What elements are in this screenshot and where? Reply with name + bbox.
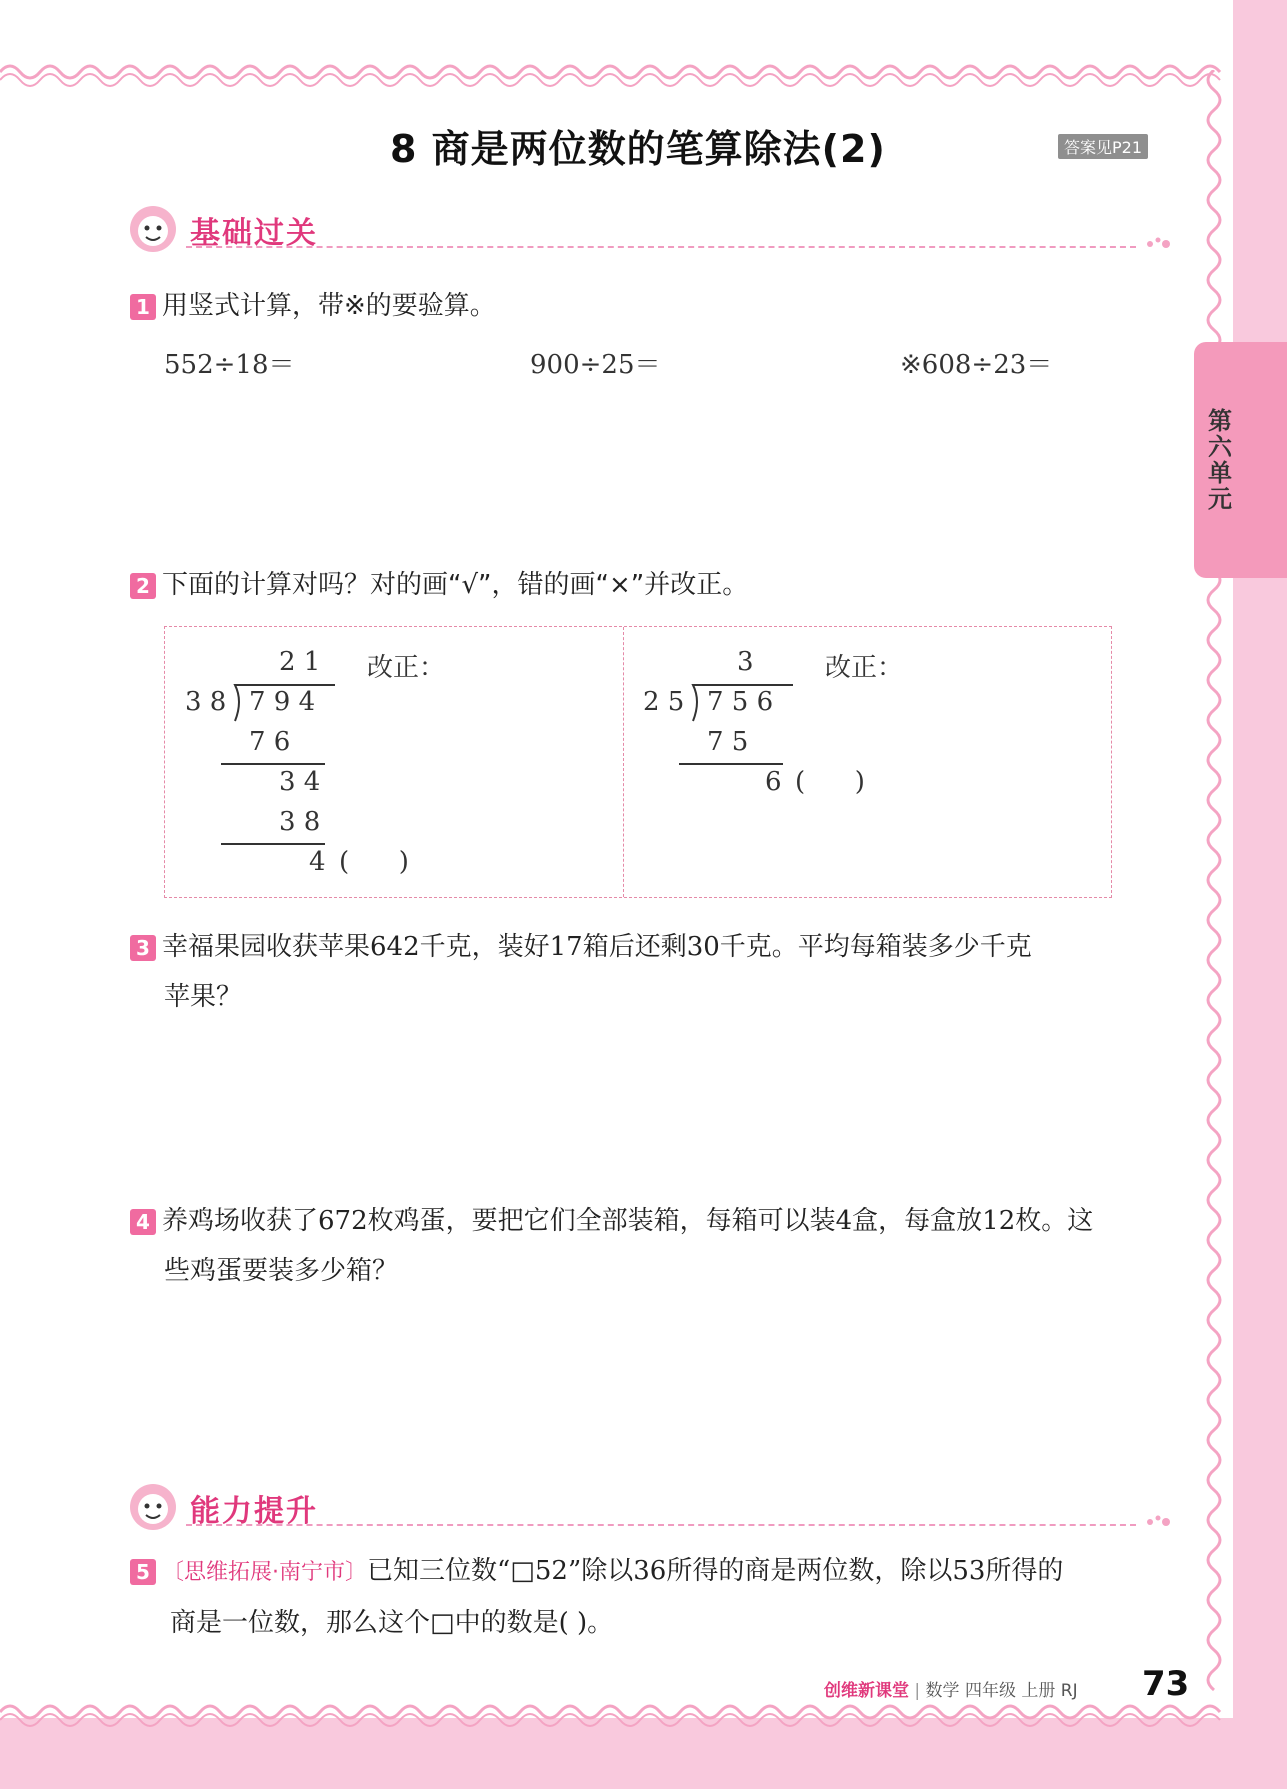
question-number: 2 bbox=[130, 573, 156, 599]
expression-2: 900÷25＝ bbox=[530, 350, 661, 380]
page-title: 8 商是两位数的笔算除法(2) bbox=[390, 127, 886, 171]
section-advanced-title: 能力提升 bbox=[190, 1494, 318, 1529]
left-dividend: 7 9 4 bbox=[249, 687, 316, 717]
right-answer-paren[interactable]: ( ) bbox=[795, 767, 865, 797]
section-divider bbox=[186, 1524, 1136, 1526]
section-divider bbox=[186, 246, 1136, 248]
right-quotient: 3 bbox=[737, 647, 754, 677]
monkey-mascot-icon bbox=[128, 1482, 178, 1532]
footer-brand: 创维新课堂 bbox=[824, 1681, 909, 1701]
footer-meta: 创维新课堂 | 数学 四年级 上册 RJ bbox=[824, 1681, 1078, 1701]
left-divisor: 3 8 bbox=[185, 687, 227, 717]
page-number: 73 bbox=[1142, 1664, 1190, 1704]
left-correction-label: 改正： bbox=[367, 653, 446, 683]
question-3 bbox=[130, 922, 1170, 1022]
right-step-1: 7 5 bbox=[707, 727, 749, 757]
expression-3: ※608÷23＝ bbox=[900, 350, 1053, 380]
right-remainder: 6 bbox=[765, 767, 782, 797]
section-basic-title: 基础过关 bbox=[190, 216, 318, 251]
answer-reference-badge: 答案见P21 bbox=[1058, 134, 1148, 159]
section-basic-header bbox=[128, 204, 1158, 256]
table-divider bbox=[623, 627, 624, 897]
question-2 bbox=[130, 560, 748, 610]
question-text-line-1: 已知三位数“□52”除以36所得的商是两位数，除以53所得的 bbox=[367, 1556, 1064, 1586]
question-text-line-1: 养鸡场收获了672枚鸡蛋，要把它们全部装箱，每箱可以装4盒，每盒放12枚。这 bbox=[162, 1206, 1094, 1236]
left-line-2 bbox=[221, 843, 325, 845]
right-divisor: 2 5 bbox=[643, 687, 685, 717]
decorative-dots-icon bbox=[1144, 1514, 1174, 1530]
question-number: 3 bbox=[130, 935, 156, 961]
right-line-1 bbox=[679, 763, 783, 765]
question-number: 4 bbox=[130, 1209, 156, 1235]
question-text-line-2: 苹果？ bbox=[164, 982, 243, 1012]
expression-1: 552÷18＝ bbox=[164, 350, 295, 380]
question-text-line-1: 幸福果园收获苹果642千克，装好17箱后还剩30千克。平均每箱装多少千克 bbox=[162, 932, 1032, 962]
footer-edition: RJ bbox=[1060, 1681, 1078, 1701]
question-4 bbox=[130, 1196, 1170, 1296]
question-number: 1 bbox=[130, 294, 156, 320]
footer-subject: 数学 bbox=[925, 1681, 960, 1701]
left-step-2: 3 4 bbox=[279, 767, 321, 797]
question-text: 用竖式计算，带※的要验算。 bbox=[162, 291, 496, 321]
right-correction-label: 改正： bbox=[825, 653, 904, 683]
unit-side-tab bbox=[1194, 342, 1287, 578]
left-remainder: 4 bbox=[309, 847, 326, 877]
decorative-dots-icon bbox=[1144, 236, 1174, 252]
division-check-table bbox=[164, 626, 1112, 898]
question-text-line-2: 些鸡蛋要装多少箱？ bbox=[164, 1256, 399, 1286]
right-dividend: 7 5 6 bbox=[707, 687, 774, 717]
left-line-1 bbox=[221, 763, 325, 765]
question-number: 5 bbox=[130, 1559, 156, 1585]
question-5 bbox=[130, 1546, 1180, 1648]
left-answer-paren[interactable]: ( ) bbox=[339, 847, 409, 877]
monkey-mascot-icon bbox=[128, 204, 178, 254]
left-step-1: 7 6 bbox=[249, 727, 291, 757]
question-text: 下面的计算对吗？对的画“√”，错的画“×”并改正。 bbox=[162, 570, 749, 600]
section-advanced-header bbox=[128, 1482, 1158, 1534]
question-text-line-2: 商是一位数，那么这个□中的数是( )。 bbox=[170, 1608, 614, 1638]
unit-side-tab-label: 第六单元 bbox=[1208, 407, 1232, 513]
footer-volume: 上册 bbox=[1021, 1681, 1056, 1701]
title-row bbox=[0, 118, 1287, 178]
left-step-3: 3 8 bbox=[279, 807, 321, 837]
question-source: 〔思维拓展·南宁市〕 bbox=[162, 1560, 367, 1585]
question-1 bbox=[130, 281, 496, 331]
left-quotient: 2 1 bbox=[279, 647, 321, 677]
footer-grade: 四年级 bbox=[964, 1681, 1016, 1701]
